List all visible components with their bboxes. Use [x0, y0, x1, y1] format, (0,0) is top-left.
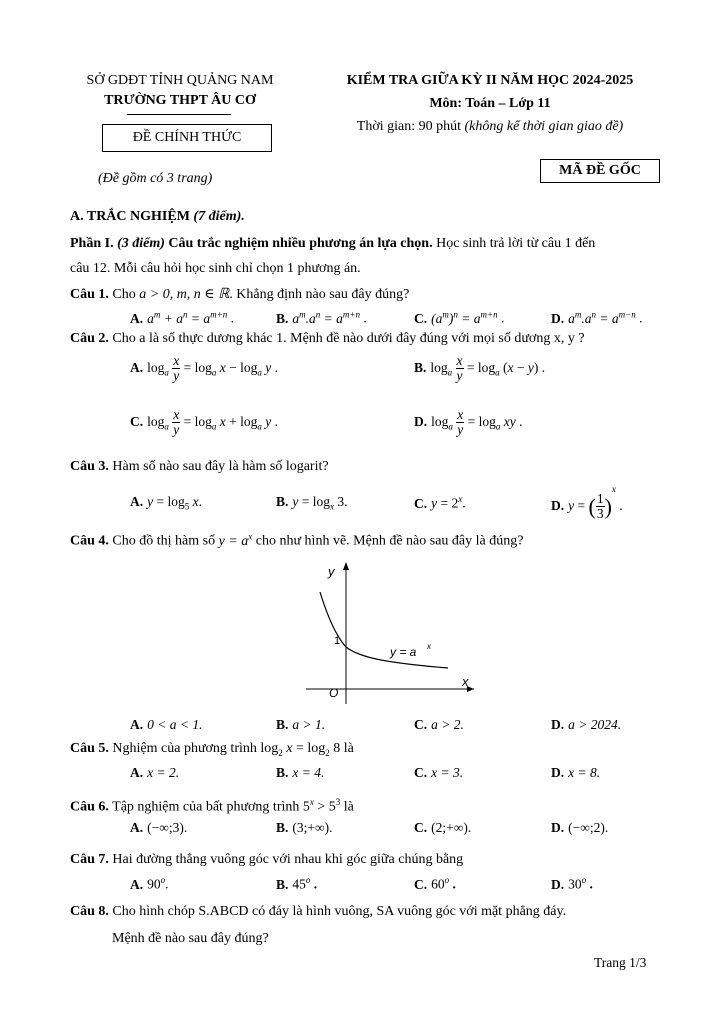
q4-option-c-text: a > 2. — [431, 717, 464, 732]
q3-option-d[interactable]: D. y = ( $\frac{1}{3}$ )$^x$ . — [551, 484, 623, 522]
q6-option-d[interactable] — [551, 820, 608, 836]
option-label: A. — [130, 820, 144, 835]
q1-label: Câu 1. — [70, 287, 109, 302]
q1-option-c[interactable]: C. $(a^m)^n = a^{m+n}$ . — [414, 309, 505, 326]
option-label: D. — [551, 498, 565, 513]
time-note: (không kể thời gian giao đề) — [464, 119, 624, 134]
q7-option-d[interactable]: D. 30$^o$ . — [551, 875, 593, 892]
option-label: D. — [551, 717, 565, 732]
q5-option-a[interactable] — [130, 765, 179, 781]
subject-line: Môn: Toán – Lớp 11 — [429, 96, 551, 111]
degree-mark: o — [581, 875, 587, 885]
option-label: D. — [414, 413, 428, 429]
exponential-graph — [298, 556, 482, 708]
origin-label: O — [329, 686, 339, 700]
curve-label: y = a — [390, 645, 417, 659]
q3-option-a[interactable]: A. $y = \log_5 x$. — [130, 494, 202, 512]
option-label: A. — [130, 494, 144, 509]
q8-label: Câu 8. — [70, 904, 109, 919]
q4-option-a-text: 0 < a < 1. — [147, 717, 203, 732]
degree-mark: o — [160, 875, 166, 885]
time-prefix: Thời gian: 90 phút — [356, 119, 465, 134]
q3-option-c[interactable]: C. $y = 2^x$. — [414, 494, 466, 511]
q6-option-c[interactable] — [414, 820, 471, 836]
q3-text: Hàm số nào sau đây là hàm số logarit? — [108, 459, 329, 474]
q2-option-a[interactable]: A. $\log_a$ $\frac{x}{y}$ = $\log_a x - \log_a y$ . — [130, 353, 279, 384]
question-3 — [70, 459, 329, 475]
x-axis-label: x — [462, 674, 469, 689]
q2-label: Câu 2. — [70, 331, 109, 346]
option-label: D. — [551, 876, 565, 892]
option-label: C. — [414, 876, 428, 892]
question-7 — [70, 852, 463, 868]
section-title — [70, 209, 245, 225]
q4-option-a[interactable] — [130, 717, 202, 733]
section-title-text: A. TRẮC NGHIỆM — [70, 209, 194, 224]
q4-option-c[interactable] — [414, 717, 464, 733]
question-2 — [70, 331, 585, 347]
official-exam-box: ĐỀ CHÍNH THỨC — [102, 124, 272, 152]
one-label: 1 — [334, 635, 341, 647]
q7-option-b-text: 45 — [292, 876, 306, 892]
q8-text: Cho hình chóp S.ABCD có đáy là hình vuông, SA vuông góc với mặt phẳng đáy. — [108, 904, 567, 919]
exponential-curve — [320, 592, 448, 668]
option-label: B. — [276, 310, 289, 326]
part1-desc-rest: Học sinh trả lời từ câu 1 đến — [432, 236, 596, 251]
question-6: Câu 6. Tập nghiệm của bất phương trình $5^x > 5^3$ là — [70, 797, 354, 815]
q1-option-a[interactable]: A. $a^m + a^n = a^{m+n}$ . — [130, 309, 234, 326]
option-label: B. — [276, 820, 289, 835]
y-axis-arrow — [343, 562, 349, 570]
part1-desc-line2: câu 12. Mỗi câu hỏi học sinh chỉ chọn 1 phương án. — [70, 261, 361, 276]
q4-option-d-text: a > 2024. — [568, 717, 622, 732]
q2-option-b[interactable]: B. $\log_a$ $\frac{x}{y}$ = $\log_a (x - y)$ . — [414, 353, 546, 384]
option-label: B. — [276, 717, 289, 732]
q1-option-b[interactable]: B. $a^m.a^n = a^{m+n}$ . — [276, 309, 367, 326]
q1-post: . Khẳng định nào sau đây đúng? — [229, 287, 410, 302]
q4-option-b-text: a > 1. — [292, 717, 326, 732]
q5-label: Câu 5. — [70, 741, 109, 756]
option-label: D. — [551, 310, 565, 326]
question-8 — [70, 904, 566, 920]
q6-option-c-text: (2;+∞). — [431, 820, 472, 835]
page-number: Trang 1/3 — [594, 955, 647, 970]
part1-points: (3 điểm) — [117, 236, 169, 251]
q6-pre: Tập nghiệm của bất phương trình — [108, 799, 303, 815]
option-label: C. — [414, 310, 428, 326]
q5-pre: Nghiệm của phương trình — [108, 741, 261, 756]
q1-condition: a > 0, m, n ∈ ℝ — [139, 287, 230, 302]
q5-option-a-text: x = 2. — [147, 765, 180, 780]
q4-option-b[interactable] — [276, 717, 325, 733]
q7-text: Hai đường thẳng vuông góc với nhau khi góc giữa chúng bằng — [108, 852, 464, 867]
q5-option-c[interactable] — [414, 765, 463, 781]
school-name: TRƯỜNG THPT ÂU CƠ — [104, 93, 256, 108]
option-label: C. — [414, 765, 428, 780]
q6-option-a-text: (−∞;3). — [147, 820, 188, 835]
option-label: A. — [130, 359, 144, 375]
q5-option-b-text: x = 4. — [292, 765, 325, 780]
question-4: Câu 4. Cho đồ thị hàm số $y = a^x$ cho như hình vẽ. Mệnh đề nào sau đây là đúng? — [70, 531, 524, 549]
q1-pre: Cho — [108, 287, 140, 302]
option-label: A. — [130, 717, 144, 732]
degree-mark: o — [305, 875, 311, 885]
q3-label: Câu 3. — [70, 459, 109, 474]
q3-option-b[interactable]: B. $y = \log_x 3$. — [276, 494, 348, 512]
option-label: C. — [414, 495, 428, 511]
school-underline — [127, 114, 231, 115]
curve-label-exponent: x — [427, 642, 431, 651]
q5-post: là — [340, 741, 354, 756]
q5-option-d-text: x = 8. — [568, 765, 601, 780]
q2-text: Cho a là số thực dương khác 1. Mệnh đề nào dưới đây đúng với mọi số dương x, y ? — [108, 331, 585, 346]
q5-option-d[interactable] — [551, 765, 600, 781]
q1-option-d[interactable]: D. $a^m.a^n = a^{m-n}$ . — [551, 309, 643, 326]
q4-post: cho như hình vẽ. Mệnh đề nào sau đây là đúng? — [252, 533, 524, 549]
option-label: B. — [276, 494, 289, 509]
q2-option-d[interactable]: D. $\log_a$ $\frac{x}{y}$ = $\log_a$ xy . — [414, 407, 523, 438]
option-label: A. — [130, 765, 144, 780]
q7-label: Câu 7. — [70, 852, 109, 867]
q5-option-b[interactable] — [276, 765, 324, 781]
option-label: B. — [414, 359, 427, 375]
pages-note: (Đề gồm có 3 trang) — [98, 171, 213, 186]
q4-label: Câu 4. — [70, 533, 109, 549]
question-5: Câu 5. Nghiệm của phương trình $\log_2 x = \log_2 8$ là — [70, 741, 354, 758]
q7-option-b[interactable]: B. 45$^o$ . — [276, 875, 318, 892]
q7-option-d-text: 30 — [568, 876, 582, 892]
exam-code-box: MÃ ĐỀ GỐC — [540, 159, 660, 183]
q6-post: là — [340, 799, 354, 815]
q6-option-b[interactable] — [276, 820, 333, 836]
option-label: A. — [130, 310, 144, 326]
option-label: B. — [276, 765, 289, 780]
option-label: B. — [276, 876, 289, 892]
part1-desc — [70, 236, 595, 252]
q6-label: Câu 6. — [70, 799, 109, 815]
option-label: A. — [130, 876, 144, 892]
school-department: SỞ GDĐT TỈNH QUẢNG NAM — [86, 73, 274, 88]
q7-option-c-text: 60 — [431, 876, 445, 892]
q6-option-a[interactable] — [130, 820, 187, 836]
option-label: C. — [414, 717, 428, 732]
q7-option-a-text: 90 — [147, 876, 161, 892]
option-label: C. — [130, 413, 144, 429]
y-axis-label: y — [328, 564, 335, 579]
q2-option-c[interactable]: C. $\log_a$ $\frac{x}{y}$ = $\log_a x + \log_a y$ . — [130, 407, 279, 438]
time-line — [330, 119, 650, 135]
q7-option-a[interactable]: A. 90$^o$. — [130, 875, 169, 892]
q4-option-d[interactable] — [551, 717, 621, 733]
q6-option-d-text: (−∞;2). — [568, 820, 609, 835]
section-points: (7 điểm). — [193, 209, 245, 224]
question-1 — [70, 286, 409, 303]
part1-bold-desc: Câu trắc nghiệm nhiều phương án lựa chọn. — [168, 236, 433, 251]
exam-title: KIỂM TRA GIỮA KỲ II NĂM HỌC 2024-2025 — [346, 73, 634, 88]
q6-option-b-text: (3;+∞). — [292, 820, 333, 835]
question-8-line2: Mệnh đề nào sau đây đúng? — [112, 931, 269, 946]
q4-pre: Cho đồ thị hàm số — [108, 533, 219, 549]
part1-label: Phần I. — [70, 236, 118, 251]
option-label: D. — [551, 820, 565, 835]
q5-option-c-text: x = 3. — [431, 765, 464, 780]
option-label: D. — [551, 765, 565, 780]
degree-mark: o — [444, 875, 450, 885]
option-label: C. — [414, 820, 428, 835]
q7-option-c[interactable]: C. 60$^o$ . — [414, 875, 456, 892]
